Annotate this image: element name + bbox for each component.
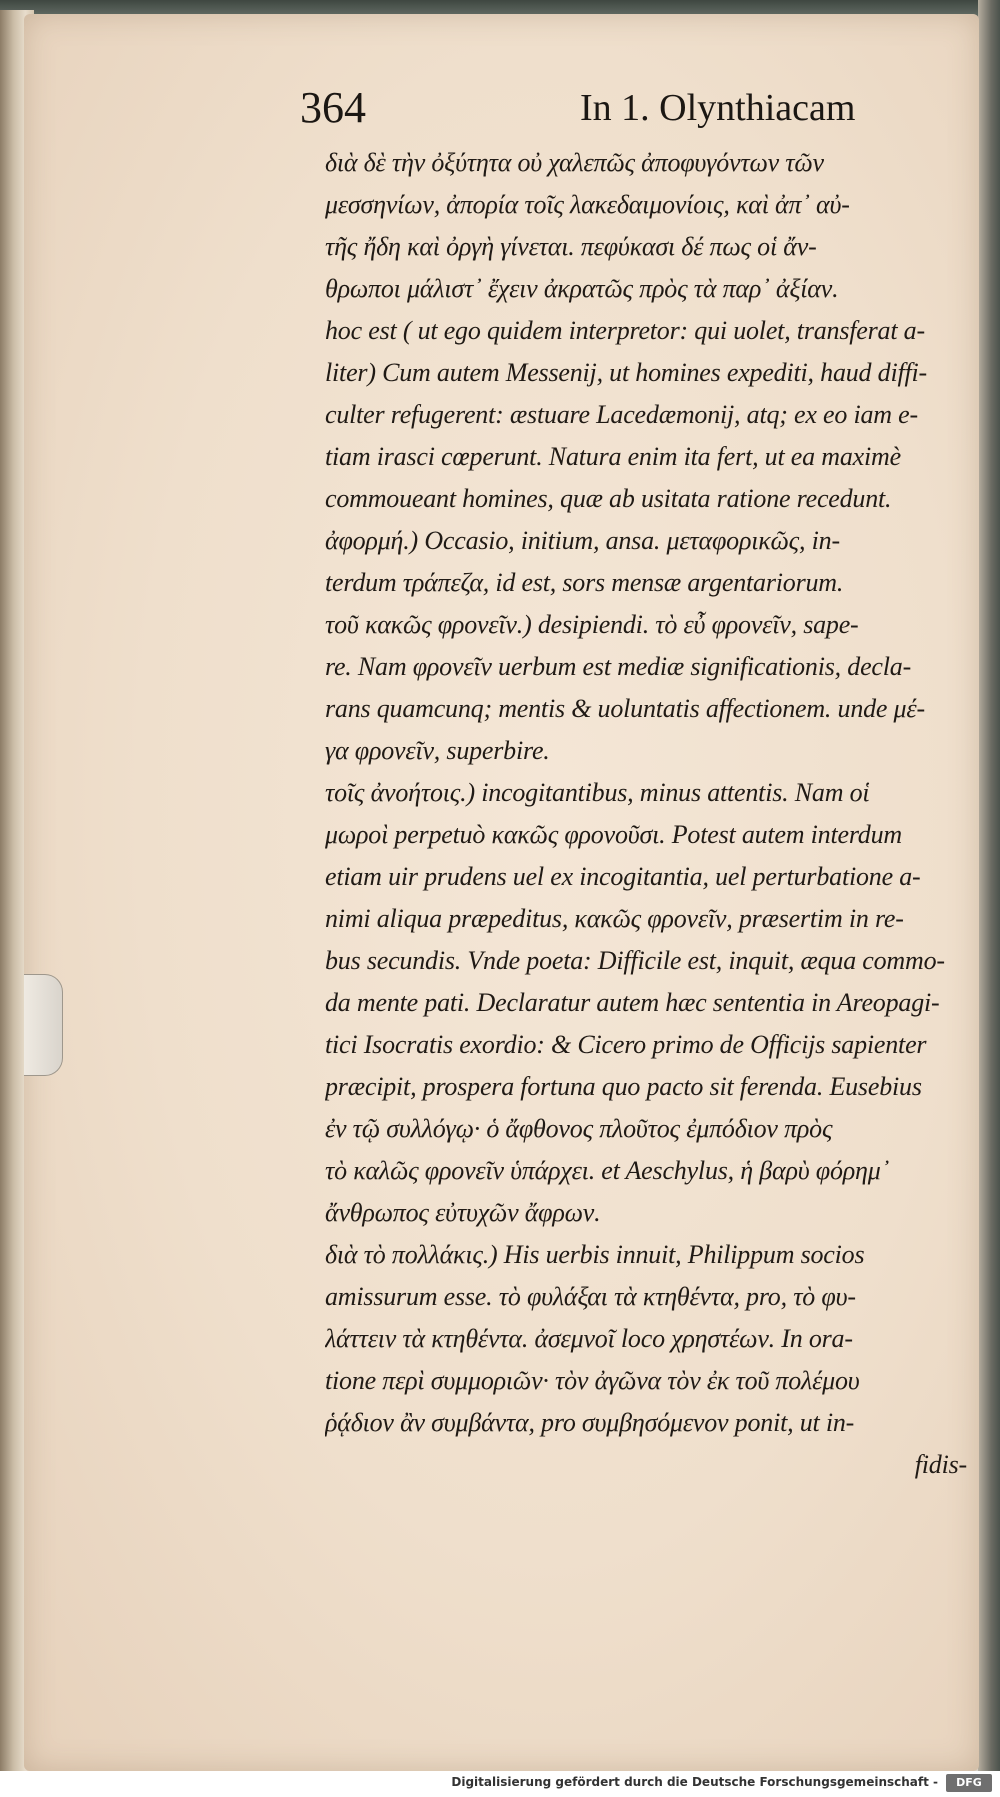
text-line: terdum τράπεζα, id est, sors mensæ argentariorum.: [325, 568, 844, 597]
text-line: bus secundis. Vnde poeta: Difficile est, inquit, æqua commo-: [325, 946, 945, 975]
catchword: fidis-: [914, 1450, 967, 1479]
page-tab-marker: [24, 974, 63, 1076]
dfg-logo: DFG: [946, 1774, 992, 1792]
text-line: μεσσηνίων, ἀπορία τοῖς λακεδαιμονίοις, καὶ ἀπ᾽ αὐ-: [325, 190, 850, 219]
text-line: amissurum esse. τὸ φυλάξαι τὰ κτηθέντα, pro, τὸ φυ-: [325, 1282, 856, 1311]
text-line: re. Nam φρονεῖν uerbum est mediæ significationis, decla-: [325, 652, 912, 681]
text-line: liter) Cum autem Messenij, ut homines expediti, haud diffi-: [325, 358, 927, 387]
text-line: hoc est ( ut ego quidem interpretor: qui uolet, transferat a-: [325, 316, 925, 345]
text-line: rans quamcunq; mentis & uoluntatis affectionem. unde μέ-: [325, 694, 925, 723]
text-line: commoueant homines, quæ ab usitata ratione recedunt.: [325, 484, 892, 513]
text-line: præcipit, prospera fortuna quo pacto sit ferenda. Eusebius: [325, 1072, 922, 1101]
text-line: nimi aliqua præpeditus, κακῶς φρονεῖν, præsertim in re-: [325, 904, 904, 933]
footer-credit: Digitalisierung gefördert durch die Deutsche Forschungsgemeinschaft -: [451, 1775, 938, 1789]
text-line: tici Isocratis exordio: & Cicero primo de Officijs sapienter: [325, 1030, 927, 1059]
text-line: λάττειν τὰ κτηθέντα. ἀσεμνοῖ loco χρηστέων. In ora-: [325, 1324, 853, 1353]
text-line: διὰ τὸ πολλάκις.) His uerbis innuit, Philippum socios: [325, 1240, 865, 1269]
page-number: 364: [300, 83, 366, 132]
text-line: tiam irasci cœperunt. Natura enim ita fert, ut ea maximè: [325, 442, 901, 471]
text-line: τοῦ κακῶς φρονεῖν.) desipiendi. τὸ εὖ φρονεῖν, sape-: [325, 610, 859, 639]
text-line: culter refugerent: æstuare Lacedæmonij, atq; ex eo iam e-: [325, 400, 918, 429]
text-line: ἐν τῷ συλλόγῳ· ὁ ἄφθονος πλοῦτος ἐμπόδιον πρὸς: [325, 1114, 833, 1143]
text-line: etiam uir prudens uel ex incogitantia, uel perturbatione a-: [325, 862, 921, 891]
text-line: ῥᾴδιον ἂν συμβάντα, pro συμβησόμενον ponit, ut in-: [325, 1408, 855, 1437]
digitization-footer: [0, 1771, 1000, 1797]
text-line: τοῖς ἀνοήτοις.) incogitantibus, minus attentis. Nam οἱ: [325, 778, 870, 807]
body-text: [325, 142, 985, 1486]
text-line: μωροὶ perpetuò κακῶς φρονοῦσι. Potest autem interdum: [325, 820, 902, 849]
text-line: γα φρονεῖν, superbire.: [325, 736, 550, 765]
text-line: τὸ καλῶς φρονεῖν ὑπάρχει. et Aeschylus, ἡ βαρὺ φόρημ᾽: [325, 1156, 890, 1185]
text-line: τῆς ἤδη καὶ ὀργὴ γίνεται. πεφύκασι δέ πως οἱ ἄν-: [325, 232, 817, 261]
text-line: ἄνθρωπος εὐτυχῶν ἄφρων.: [325, 1198, 601, 1227]
text-line: tione περὶ συμμοριῶν· τὸν ἀγῶνα τὸν ἐκ τοῦ πολέμου: [325, 1366, 860, 1395]
text-line: da mente pati. Declaratur autem hæc sententia in Areopagi-: [325, 988, 940, 1017]
page-header: [300, 78, 860, 138]
text-line: ἀφορμή.) Occasio, initium, ansa. μεταφορικῶς, in-: [325, 526, 840, 555]
text-line: διὰ δὲ τὴν ὀξύτητα οὐ χαλεπῶς ἀποφυγόντων τῶν: [325, 148, 824, 177]
running-head: In 1. Olynthiacam: [580, 87, 856, 129]
text-line: θρωποι μάλιστ᾽ ἔχειν ἀκρατῶς πρὸς τὰ παρ᾽ ἀξίαν.: [325, 274, 839, 303]
